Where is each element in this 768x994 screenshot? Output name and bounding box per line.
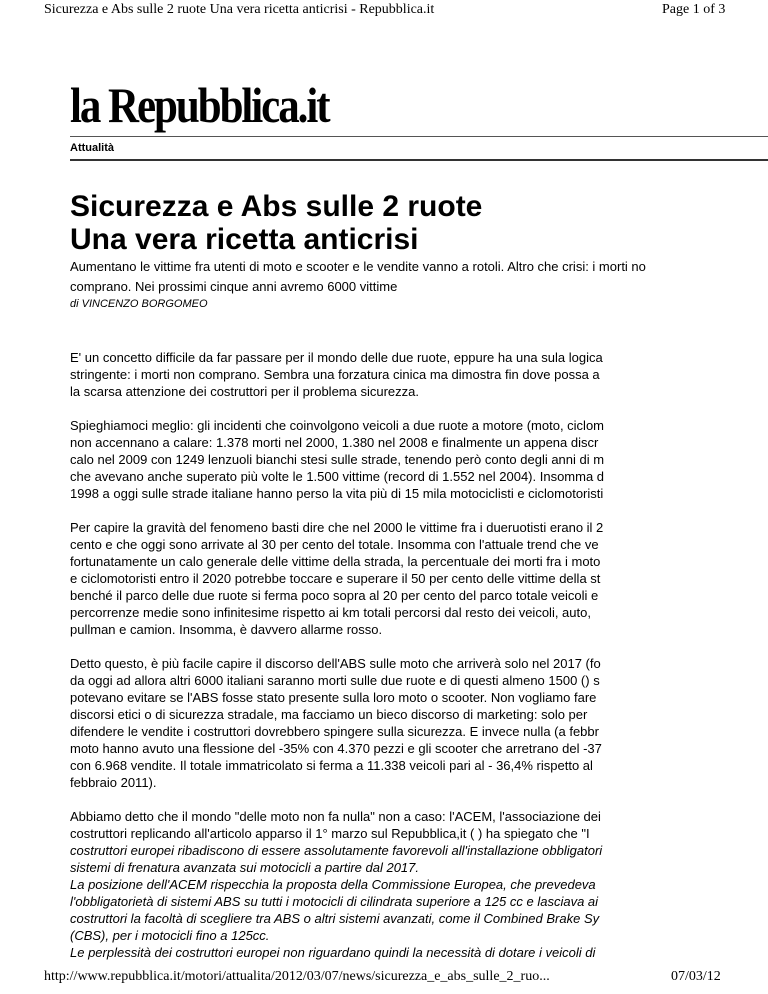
paragraph-line: pullman e camion. Insomma, è davvero allarme rosso.	[70, 622, 383, 637]
paragraph-line: calo nel 2009 con 1249 lenzuoli bianchi stesi sulle strade, tenendo però conto degli anni di m	[70, 452, 605, 467]
print-page-number: Page 1 of 3	[662, 2, 726, 17]
paragraph-line: stringente: i morti non comprano. Sembra una forzatura cinica ma dimostra fin dove possa a	[70, 367, 600, 382]
masthead-rule	[70, 136, 768, 137]
paragraph-line: difendere le vendite i costruttori dovrebbero spingere sulla sicurezza. E invece nulla (a febbr	[70, 724, 599, 739]
paragraph-line: costruttori europei ribadiscono di essere assolutamente favorevoli all'installazione obbligatori	[70, 843, 603, 858]
paragraph-line: e ciclomotoristi entro il 2020 potrebbe toccare e superare il 50 per cento delle vittime della st	[70, 571, 601, 586]
paragraph-line: Spieghiamoci meglio: gli incidenti che coinvolgono veicoli a due ruote a motore (moto, ciclom	[70, 418, 604, 433]
paragraph-line: moto hanno avuto una flessione del -35% con 4.370 pezzi e gli scooter che arretrano del -37	[70, 741, 602, 756]
print-page-title: Sicurezza e Abs sulle 2 ruote Una vera ricetta anticrisi - Repubblica.it	[44, 2, 435, 17]
paragraph-line: da oggi ad allora altri 6000 italiani saranno morti sulle due ruote e di questi almeno 1500 () s	[70, 673, 600, 688]
paragraph-line: 1998 a oggi sulle strade italiane hanno perso la vita più di 15 mila motociclisti e ciclomotoristi	[70, 486, 604, 501]
paragraph-line: Abbiamo detto che il mondo "delle moto non fa nulla" non a caso: l'ACEM, l'associazione dei	[70, 809, 601, 824]
paragraph-line: sistemi di frenatura avanzata sui motocicli a partire dal 2017.	[70, 860, 420, 875]
article-paragraph	[70, 349, 768, 400]
article-byline: di VINCENZO BORGOMEO	[70, 298, 208, 310]
paragraph-line: Detto questo, è più facile capire il discorso dell'ABS sulle moto che arriverà solo nel 2017 (fo	[70, 656, 601, 671]
section-rule	[70, 159, 768, 161]
paragraph-line: che avevano anche superato più volte le 1.500 vittime (record di 1.552 nel 2004). Insomma d	[70, 469, 605, 484]
standfirst-line: comprano. Nei prossimi cinque anni avremo 6000 vittime	[70, 279, 398, 294]
article-paragraph	[70, 417, 768, 502]
article-headline	[70, 190, 482, 256]
headline-line: Una vera ricetta anticrisi	[70, 223, 419, 256]
paragraph-line: cento e che oggi sono arrivate al 30 per cento del totale. Insomma con l'attuale trend che ve	[70, 537, 599, 552]
article-standfirst	[70, 257, 768, 297]
paragraph-line: febbraio 2011).	[70, 775, 157, 790]
paragraph-line: (CBS), per i motocicli fino a 125cc.	[70, 928, 270, 943]
paragraph-line: percorrenze medie sono infinitesime rispetto ai km totali percorsi dal resto dei veicoli, auto,	[70, 605, 591, 620]
paragraph-line: fortunatamente un calo generale delle vittime della strada, la percentuale dei morti fra i moto	[70, 554, 601, 569]
paragraph-line: non accennano a calare: 1.378 morti nel 2000, 1.380 nel 2008 e finalmente un appena discr	[70, 435, 599, 450]
paragraph-line: l'obbligatorietà di sistemi ABS su tutti i motocicli di cilindrata superiore a 125 cc e lasciava ai	[70, 894, 599, 909]
article-paragraph	[70, 808, 768, 961]
print-page-url: http://www.repubblica.it/motori/attualita/2012/03/07/news/sicurezza_e_abs_sulle_2_ruo...	[44, 969, 550, 984]
print-header	[0, 2, 768, 22]
article-paragraph	[70, 519, 768, 638]
paragraph-line: costruttori replicando all'articolo apparso il 1° marzo sul Repubblica,it ( ) ha spiegato che "I	[70, 826, 590, 841]
paragraph-line: con 6.968 vendite. Il totale immatricolato si ferma a 11.338 veicoli pari al - 36,4% rispetto al	[70, 758, 593, 773]
masthead-logo[interactable]: la Repubblica.it	[70, 77, 329, 133]
paragraph-line: benché il parco delle due ruote si ferma poco sopra al 20 per cento del parco totale veicoli e	[70, 588, 599, 603]
article-paragraph	[70, 655, 768, 791]
paragraph-line: Le perplessità dei costruttori europei non riguardano quindi la necessità di dotare i veicoli di	[70, 945, 596, 960]
paragraph-line: E' un concetto difficile da far passare per il mondo delle due ruote, eppure ha una sula logica	[70, 350, 603, 365]
paragraph-line: Per capire la gravità del fenomeno basti dire che nel 2000 le vittime fra i dueruotisti erano il 2	[70, 520, 604, 535]
headline-line: Sicurezza e Abs sulle 2 ruote	[70, 190, 483, 223]
paragraph-line: la scarsa attenzione dei costruttori per il problema sicurezza.	[70, 384, 419, 399]
paragraph-line: La posizione dell'ACEM rispecchia la proposta della Commissione Europea, che prevedeva	[70, 877, 596, 892]
paragraph-line: potevano evitare se l'ABS fosse stato presente sulla loro moto o scooter. Non vogliamo fare	[70, 690, 597, 705]
standfirst-line: Aumentano le vittime fra utenti di moto e scooter e le vendite vanno a rotoli. Altro che crisi: i morti no	[70, 259, 646, 274]
paragraph-line: discorsi etici o di sicurezza stradale, ma facciamo un bieco discorso di marketing: solo per	[70, 707, 588, 722]
article-body	[70, 349, 768, 978]
section-label[interactable]: Attualità	[70, 142, 114, 154]
print-date: 07/03/12	[671, 969, 721, 984]
paragraph-line: costruttori la facoltà di scegliere tra ABS o altri sistemi avanzati, come il Combined Brake Sy	[70, 911, 600, 926]
